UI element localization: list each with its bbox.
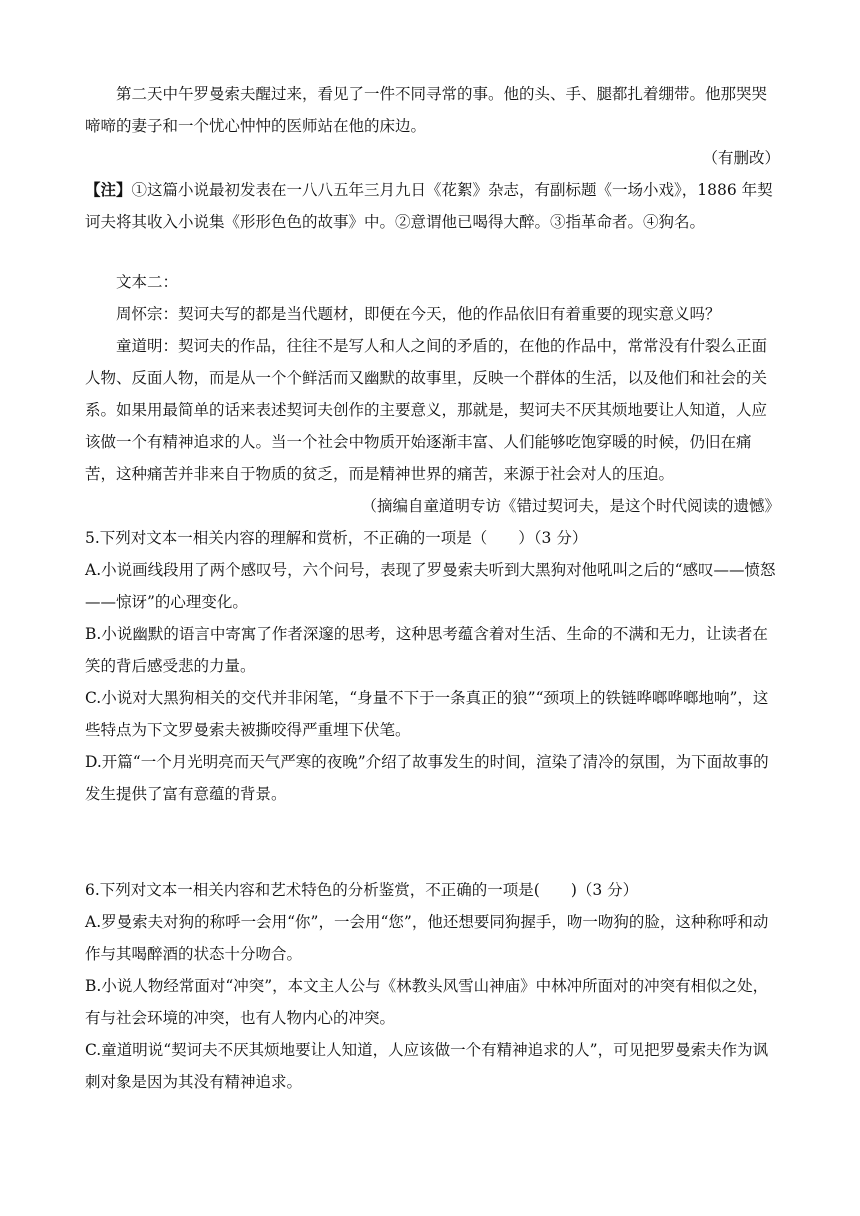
- question-5-option-c: C.小说对大黑狗相关的交代并非闲笔，“身量不下于一条真正的狼”“颈项上的铁链哗啷哗啷地响”，这些特点为下文罗曼索夫被撕咬得严重埋下伏笔。: [85, 689, 769, 739]
- text1-note: [85, 174, 780, 238]
- document-page: [85, 78, 780, 1098]
- question-5-option-a: A.小说画线段用了两个感叹号，六个问号，表现了罗曼索夫听到大黑狗对他吼叫之后的“感叹——愤怒——惊讶”的心理变化。: [85, 561, 776, 611]
- question-6-option-b: B.小说人物经常面对“冲突”，本文主人公与《林教头风雪山神庙》中林冲所面对的冲突有相似之处，有与社会环境的冲突，也有人物内心的冲突。: [85, 977, 769, 1027]
- question-5-option-b: B.小说幽默的语言中寄寓了作者深邃的思考，这种思考蕴含着对生活、生命的不满和无力，让读者在笑的背后感受悲的力量。: [85, 625, 768, 675]
- question-5-option-d: D.开篇“一个月光明亮而天气严寒的夜晚”介绍了故事发生的时间，渲染了清冷的氛围，为下面故事的发生提供了富有意蕴的背景。: [85, 753, 769, 803]
- spacer: [85, 810, 780, 874]
- question-6-option-c: C.童道明说“契诃夫不厌其烦地要让人知道，人应该做一个有精神追求的人”，可见把罗曼索夫作为讽刺对象是因为其没有精神追求。: [85, 1041, 769, 1091]
- text2-answer: 童道明：契诃夫的作品，往往不是写人和人之间的矛盾的，在他的作品中，常常没有什裂么正面人物、反面人物，而是从一个个鲜活而又幽默的故事里，反映一个群体的生活，以及他们和社会的关系。如果用最简单的话来表述契诃夫创作的主要意义，那就是，契诃夫不厌其烦地要让人知道，人应该做一个有精神追求的人。当一个社会中物质开始逐渐丰富、人们能够吃饱穿暖的时候，仍旧在痛苦，这种痛苦并非来自于物质的贫乏，而是精神世界的痛苦，来源于社会对人的压迫。: [85, 337, 768, 483]
- note-text: ①这篇小说最初发表在一八八五年三月九日《花絮》杂志，有副标题《一场小戏》，1886 年契诃夫将其收入小说集《形形色色的故事》中。②意谓他已喝得大醉。③指革命者。④狗名。: [85, 181, 773, 231]
- note-label: 【注】: [85, 180, 132, 199]
- text1-source: （有删改）: [702, 149, 780, 167]
- text2-question: 周怀宗：契诃夫写的都是当代题材，即便在今天，他的作品依旧有着重要的现实意义吗？: [116, 305, 721, 323]
- text1-paragraph: 第二天中午罗曼索夫醒过来，看见了一件不同寻常的事。他的头、手、腿都扎着绷带。他那哭哭啼啼的妻子和一个忧心忡忡的医师站在他的床边。: [85, 85, 768, 135]
- question-6-option-a: A.罗曼索夫对狗的称呼一会用“你”，一会用“您”，他还想要同狗握手，吻一吻狗的脸，这种称呼和动作与其喝醉酒的状态十分吻合。: [85, 913, 769, 963]
- question-5-stem: 5.下列对文本一相关内容的理解和赏析，不正确的一项是（ ）（3 分）: [85, 529, 588, 547]
- question-6-stem: 6.下列对文本一相关内容和艺术特色的分析鉴赏，不正确的一项是( )（3 分）: [85, 881, 639, 899]
- text2-heading: 文本二：: [116, 273, 179, 291]
- text2-source: （摘编自童道明专访《错过契诃夫，是这个时代阅读的遗憾》: [361, 497, 780, 515]
- spacer: [85, 238, 780, 266]
